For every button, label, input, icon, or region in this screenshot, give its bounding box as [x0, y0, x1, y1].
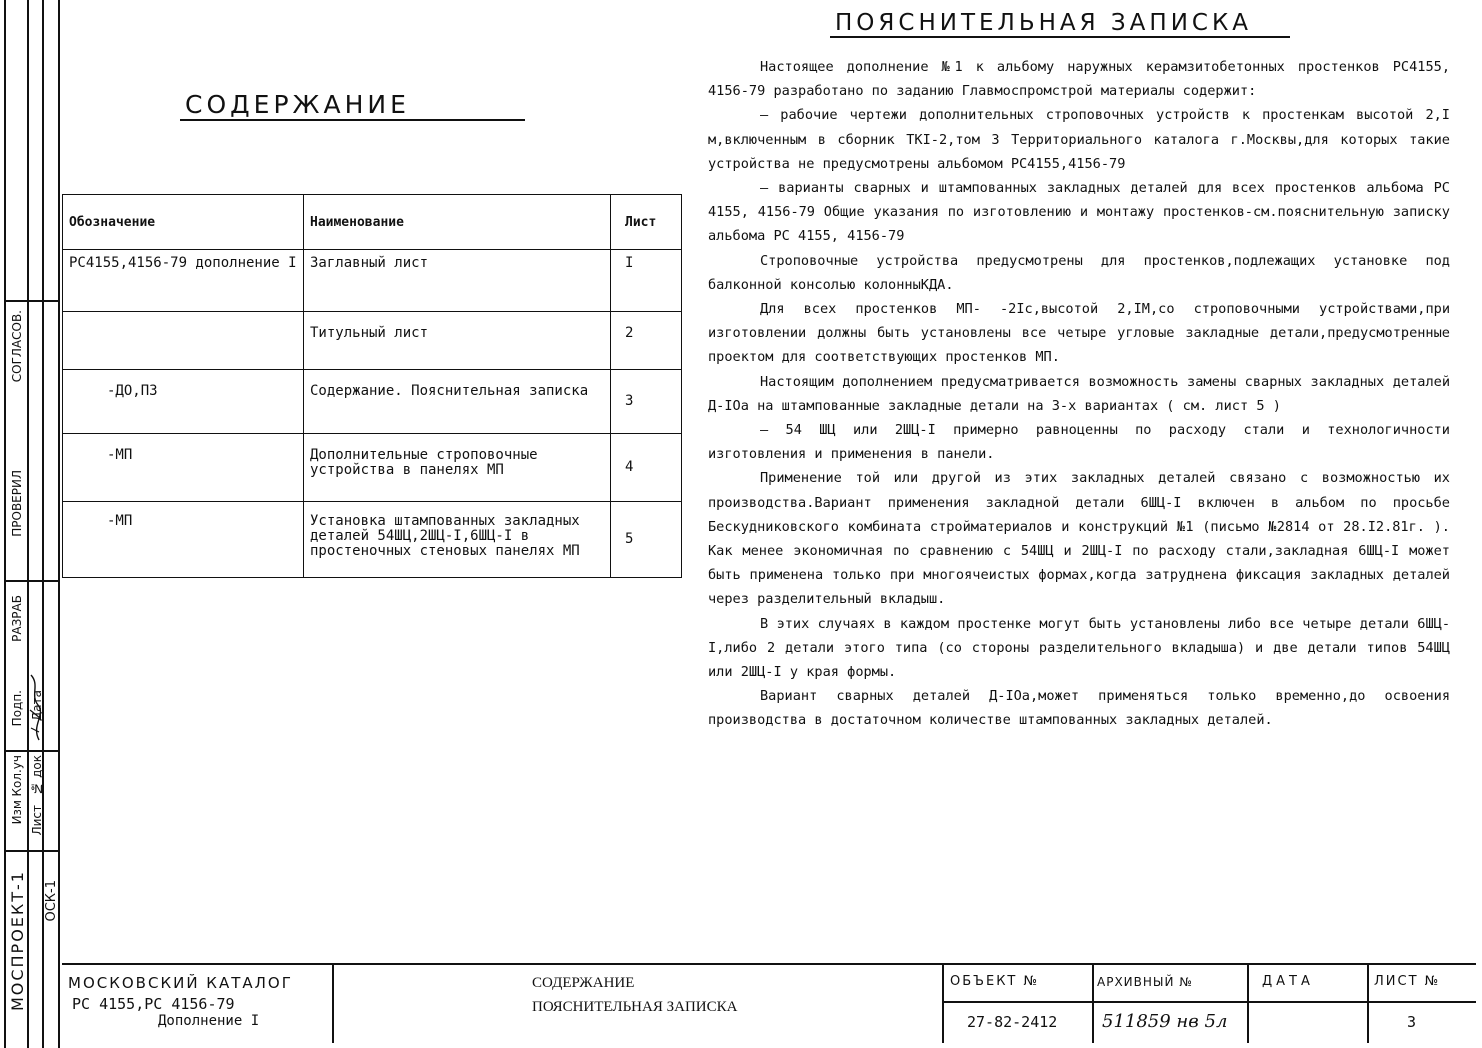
archive-value: 511859 нв 5л: [1102, 1011, 1228, 1032]
row-name: Титульный лист: [304, 312, 611, 370]
note-paragraph: Вариант сварных деталей Д-IOa,может применяться только временно,до освоения производства в достаточном количестве штампованных закладных деталей.: [708, 688, 1450, 729]
column-header-code: Обозначение: [63, 195, 304, 250]
note-paragraph: Для всех простенков МП- -2Ic,высотой 2,IМ,со строповочными устройствами,при изготовлении должны быть установлены все четыре угловые закладные детали,предусмотренные проектом для соответствующих простенков МП.: [708, 301, 1450, 366]
column-header-name: Наименование: [304, 195, 611, 250]
margin-list-label: Лист: [30, 805, 44, 836]
date-label: ДАТА: [1262, 974, 1314, 989]
margin-soglas-label: СОГЛАСОВ.: [10, 310, 24, 383]
table-row: [63, 250, 682, 312]
contents-header-row: [63, 195, 682, 250]
row-sheet: 5: [611, 502, 682, 578]
note-heading: ПОЯСНИТЕЛЬНАЯ ЗАПИСКА: [835, 10, 1253, 36]
row-name: Дополнительные строповочные устройства в панелях МП: [304, 434, 611, 502]
column-header-sheet: Лист: [611, 195, 682, 250]
margin-data-label: Дата: [30, 690, 44, 722]
row-sheet: I: [611, 250, 682, 312]
row-code: [63, 312, 304, 370]
row-code: -ДО,ПЗ: [63, 370, 304, 434]
contents-heading: СОДЕРЖАНИЕ: [185, 90, 410, 119]
note-body: [708, 55, 1450, 733]
note-paragraph: — 54 ШЦ или 2ШЦ-I примерно равноценны по расходу стали и технологичности изготовления и применения в панели.: [708, 422, 1450, 463]
margin-org-label: МОСПРОЕКТ-1: [8, 870, 27, 1012]
margin-dept-label: ОСК-1: [44, 880, 59, 922]
title-block: [62, 963, 1476, 1043]
note-paragraph: В этих случаях в каждом простенке могут быть установлены либо все четыре детали 6ШЦ-I,либо 2 детали этого типа (со стороны разделительного вкладыша) и две детали типов 54ШЦ или 2ШЦ-I у края формы.: [708, 615, 1450, 681]
note-paragraph: Настоящим дополнением предусматривается возможность замены сварных закладных деталей Д-IOa на штампованные закладные детали на 3-х вариантах ( см. лист 5 ): [708, 373, 1450, 414]
row-sheet: 4: [611, 434, 682, 502]
sheet-label: ЛИСТ №: [1374, 974, 1441, 989]
title-supplement: Дополнение I: [158, 1013, 260, 1029]
row-code: -МП: [63, 434, 304, 502]
object-label: ОБЪЕКТ №: [950, 974, 1040, 989]
table-row: [63, 370, 682, 434]
margin-signature: [28, 670, 42, 750]
note-paragraph: Настоящее дополнение №1 к альбому наружных керамзитобетонных простенков РС4155, 4156-79 разработано по заданию Главмоспромстрой материалы содержит:: [708, 59, 1450, 100]
archive-label: АРХИВНЫЙ №: [1097, 975, 1193, 989]
row-code: РС4155,4156-79 дополнение I: [63, 250, 304, 312]
table-row: [63, 502, 682, 578]
row-name: Установка штампованных закладных деталей 54ШЦ,2ШЦ-I,6ШЦ-I в простеночных стеновых панелях МП: [304, 502, 611, 578]
table-row: [63, 434, 682, 502]
margin-razrab-label: РАЗРАБ: [10, 595, 24, 642]
margin-ndoc-label: № док: [30, 755, 44, 796]
contents-table: [62, 194, 682, 578]
row-sheet: 3: [611, 370, 682, 434]
note-paragraph: — варианты сварных и штампованных закладных деталей для всех простенков альбома РС 4155, 4156-79 Общие указания по изготовлению и монтажу простенков-см.пояснительную записку альбома РС 4155, 4156-79: [708, 180, 1450, 245]
row-code: -МП: [63, 502, 304, 578]
title-catalog: МОСКОВСКИЙ КАТАЛОГ: [68, 974, 293, 992]
sheet-value: 3: [1407, 1013, 1417, 1031]
table-row: [63, 312, 682, 370]
title-doc-2: ПОЯСНИТЕЛЬНАЯ ЗАПИСКА: [532, 999, 738, 1015]
note-heading-underline: [830, 36, 1290, 38]
note-paragraph: Строповочные устройства предусмотрены для простенков,подлежащих установке под балконной консолью колонныКДА.: [708, 252, 1450, 293]
row-name: Содержание. Пояснительная записка: [304, 370, 611, 434]
margin-podp-label: Подп.: [10, 690, 24, 727]
object-value: 27-82-2412: [967, 1013, 1058, 1031]
contents-heading-underline: [180, 119, 525, 121]
title-series: РС 4155,РС 4156-79: [72, 995, 235, 1013]
note-paragraph: — рабочие чертежи дополнительных строповочных устройств к простенкам высотой 2,I м,включенным в сборник ТКI-2,том 3 Территориального каталога г.Москвы,для которых такие устройства не предусмотрены альбомом РС4155,4156-79: [708, 107, 1450, 172]
margin-koluch-label: Кол.уч: [10, 755, 24, 797]
note-paragraph: Применение той или другой из этих закладных деталей связано с возможностью их производства.Вариант применения закладной детали 6ШЦ-I включен в альбом по просьбе Бескудниковского комбината стройматериалов и конструкций №1 (письмо №2814 от 28.I2.81г. ). Как менее экономичная по сравнению с 54ШЦ и 2ШЦ-I по расходу стали,закладная 6ШЦ-I может быть применена только при многоячеистых формах,когда затруднена фиксация закладных деталей через разделительный вкладыш.: [708, 470, 1450, 608]
row-name: Заглавный лист: [304, 250, 611, 312]
margin-izm-label: Изм: [10, 800, 24, 825]
title-doc-1: СОДЕРЖАНИЕ: [532, 975, 635, 991]
row-sheet: 2: [611, 312, 682, 370]
margin-proveril-label: ПРОВЕРИЛ: [10, 470, 24, 537]
